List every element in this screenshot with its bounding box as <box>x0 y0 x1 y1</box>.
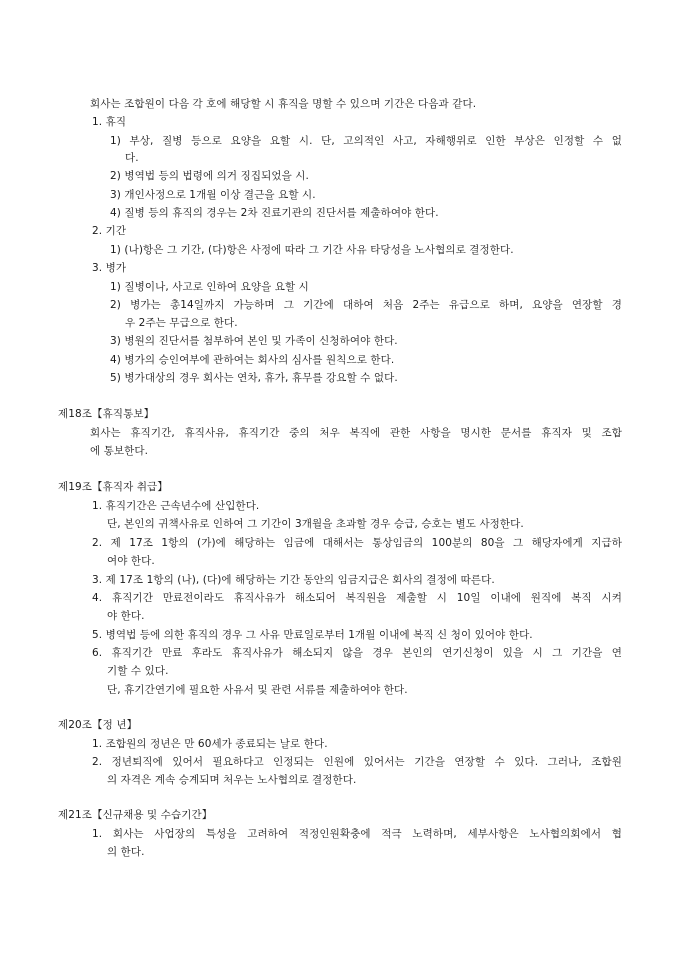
leave-item-1: 1) 부상, 질병 등으로 요양을 요할 시. 단, 고의적인 사고, 자해행위로 인한 부상은 인정할 수 없 <box>110 135 622 147</box>
article-20-item-2: 2. 정년퇴직에 있어서 필요하다고 인정되는 인원에 있어서는 기간을 연장할 수 있다. 그러나, 조합원 <box>92 756 622 768</box>
period-heading: 2. 기간 <box>92 225 127 237</box>
article-20-item-2-cont: 의 자격은 계속 승계되며 처우는 노사협의로 결정한다. <box>107 774 357 786</box>
leave-item-4: 4) 질병 등의 휴직의 경우는 2차 진료기관의 진단서를 제출하여야 한다. <box>110 207 439 219</box>
sick-item-2-cont: 우 2주는 무급으로 한다. <box>125 317 238 329</box>
article-19-item-2-cont: 여야 한다. <box>107 555 155 567</box>
article-19-item-6-cont: 기할 수 있다. <box>107 665 169 677</box>
article-21-title: 제21조【신규채용 및 수습기간】 <box>58 809 213 821</box>
article-19-item-6: 6. 휴직기간 만료 후라도 휴직사유가 해소되지 않을 경우 본인의 연기신청이 있을 시 그 기간을 연 <box>92 647 622 659</box>
article-20-title: 제20조【정 년】 <box>58 719 138 731</box>
sick-item-5: 5) 병가대상의 경우 회사는 연차, 휴가, 휴무를 강요할 수 없다. <box>110 372 398 384</box>
article-19-item-4: 4. 휴직기간 만료전이라도 휴직사유가 해소되어 복직원을 제출할 시 10일 이내에 원직에 복직 시켜 <box>92 592 622 604</box>
leave-item-3: 3) 개인사정으로 1개월 이상 결근을 요할 시. <box>110 189 316 201</box>
article-19-title: 제19조【휴직자 취급】 <box>58 481 168 493</box>
sick-item-1: 1) 질병이나, 사고로 인하여 요양을 요할 시 <box>110 281 309 293</box>
article-21-item-1: 1. 회사는 사업장의 특성을 고려하여 적정인원확충에 적극 노력하며, 세부사항은 노사협의회에서 협 <box>92 828 622 840</box>
sick-item-4: 4) 병가의 승인여부에 관하여는 회사의 심사를 원칙으로 한다. <box>110 354 395 366</box>
sick-heading: 3. 병가 <box>92 262 127 274</box>
article-18-title: 제18조【휴직통보】 <box>58 408 155 420</box>
article-19-item-1: 1. 휴직기간은 근속년수에 산입한다. <box>92 500 260 512</box>
article-18-body-2: 에 통보한다. <box>90 445 149 457</box>
leave-item-2: 2) 병역법 등의 법령에 의거 징집되었을 시. <box>110 170 309 182</box>
intro-text: 회사는 조합원이 다음 각 호에 해당할 시 휴직을 명할 수 있으며 기간은 다음과 같다. <box>90 98 477 110</box>
article-18-body-1: 회사는 휴직기간, 휴직사유, 휴직기간 중의 처우 복직에 관한 사항을 명시한 문서를 휴직자 및 조합 <box>90 427 622 439</box>
period-item-1: 1) (나)항은 그 기간, (다)항은 사정에 따라 그 기간 사유 타당성을 노사협의로 결정한다. <box>110 244 514 256</box>
sick-item-2: 2) 병가는 총14일까지 가능하며 그 기간에 대하여 처음 2주는 유급으로 하며, 요양을 연장할 경 <box>110 299 622 311</box>
sick-item-3: 3) 병원의 진단서를 첨부하여 본인 및 가족이 신청하여야 한다. <box>110 335 398 347</box>
article-19-item-4-cont: 야 한다. <box>107 610 145 622</box>
leave-item-1-cont: 다. <box>125 152 139 164</box>
article-19-item-1-note: 단, 본인의 귀책사유로 인하여 그 기간이 3개월을 초과할 경우 승급, 승호는 별도 사정한다. <box>107 518 524 530</box>
leave-heading: 1. 휴직 <box>92 116 127 128</box>
article-21-item-1-cont: 의 한다. <box>107 846 145 858</box>
article-19-item-3: 3. 제 17조 1항의 (나), (다)에 해당하는 기간 동안의 임금지급은 회사의 결정에 따른다. <box>92 574 495 586</box>
article-19-item-2: 2. 제 17조 1항의 (가)에 해당하는 임금에 대해서는 통상임금의 100분의 80을 그 해당자에게 지급하 <box>92 537 622 549</box>
article-19-item-5: 5. 병역법 등에 의한 휴직의 경우 그 사유 만료일로부터 1개월 이내에 복직 신 청이 있어야 한다. <box>92 629 533 641</box>
article-20-item-1: 1. 조합원의 정년은 만 60세가 종료되는 날로 한다. <box>92 738 328 750</box>
article-19-item-6-note: 단, 휴기간연기에 필요한 사유서 및 관련 서류를 제출하여야 한다. <box>107 684 408 696</box>
